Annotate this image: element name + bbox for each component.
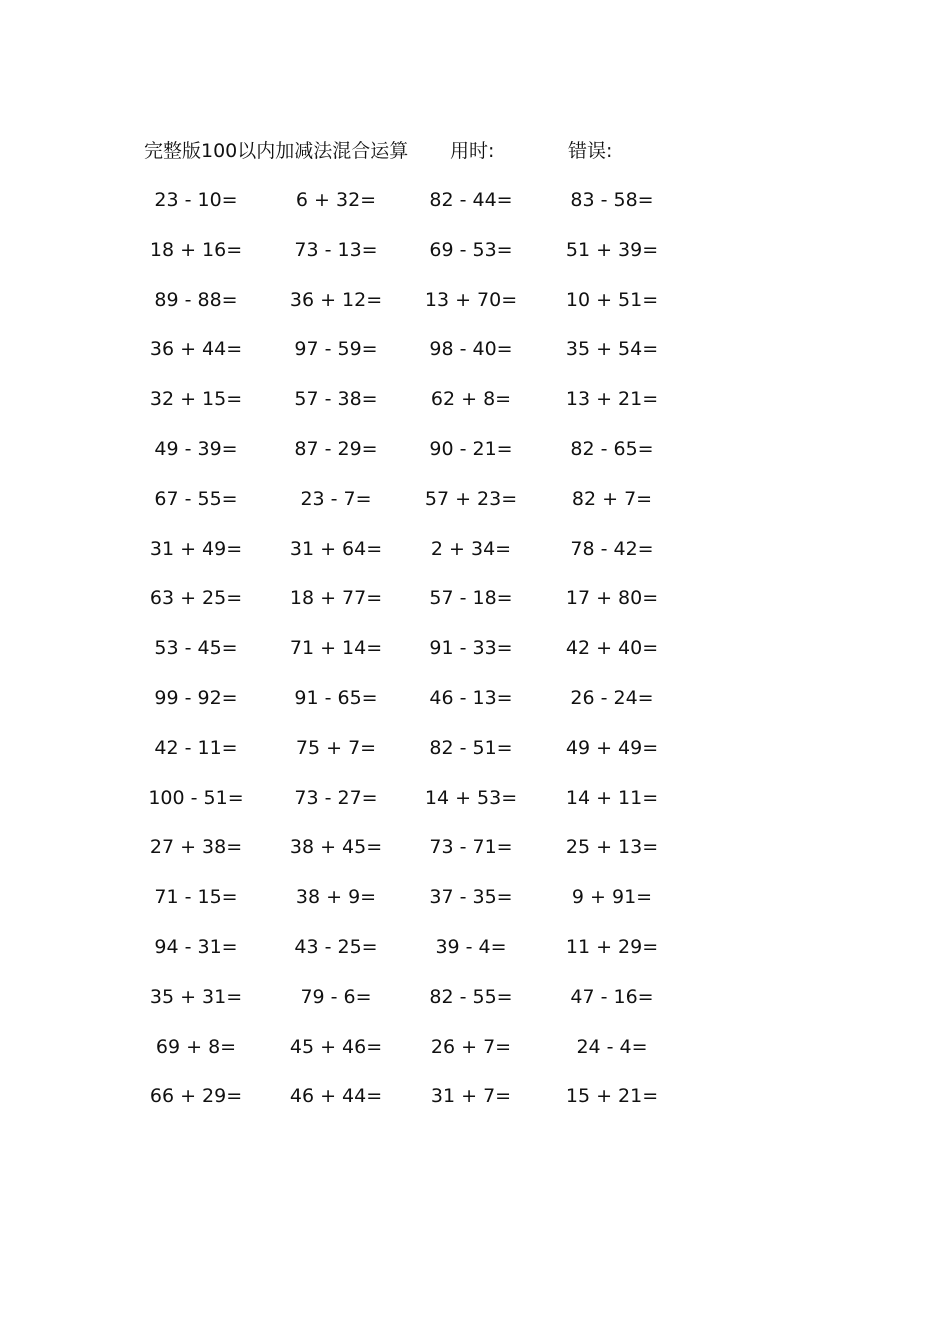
- math-problem: 94 - 31=: [154, 935, 238, 958]
- math-problem: 10 + 51=: [565, 288, 659, 311]
- problem-row: [0, 981, 950, 1031]
- time-label: 用时:: [450, 140, 495, 162]
- math-problem: 69 + 8=: [155, 1035, 237, 1058]
- math-problem: 18 + 16=: [149, 238, 243, 261]
- problem-row: [0, 732, 950, 782]
- math-problem: 71 - 15=: [154, 886, 238, 909]
- math-problem: 13 + 21=: [565, 388, 659, 411]
- math-problem: 91 - 65=: [294, 686, 378, 709]
- math-problem: 89 - 88=: [154, 288, 238, 311]
- math-problem: 31 + 64=: [289, 537, 383, 560]
- math-problem: 99 - 92=: [154, 686, 238, 709]
- errors-label: 错误:: [568, 140, 613, 162]
- math-problem: 15 + 21=: [565, 1085, 659, 1108]
- math-problem: 78 - 42=: [570, 537, 654, 560]
- problem-row: [0, 632, 950, 682]
- math-problem: 14 + 53=: [424, 786, 518, 809]
- math-problem: 73 - 71=: [429, 836, 513, 859]
- math-problem: 66 + 29=: [149, 1085, 243, 1108]
- math-problem: 35 + 54=: [565, 338, 659, 361]
- problem-row: [0, 333, 950, 383]
- math-problem: 45 + 46=: [289, 1035, 383, 1058]
- math-problem: 38 + 9=: [295, 886, 377, 909]
- problem-row: [0, 881, 950, 931]
- math-problem: 27 + 38=: [149, 836, 243, 859]
- problem-row: [0, 533, 950, 583]
- math-problem: 39 - 4=: [435, 935, 507, 958]
- problem-row: [0, 1031, 950, 1081]
- math-problem: 49 + 49=: [565, 736, 659, 759]
- math-problem: 23 - 7=: [300, 487, 372, 510]
- math-problem: 63 + 25=: [149, 587, 243, 610]
- problem-row: [0, 483, 950, 533]
- math-problem: 37 - 35=: [429, 886, 513, 909]
- math-problem: 2 + 34=: [430, 537, 512, 560]
- problem-row: [0, 284, 950, 334]
- problem-row: [0, 433, 950, 483]
- math-problem: 82 + 7=: [571, 487, 653, 510]
- problem-row: [0, 1080, 950, 1130]
- math-problem: 26 + 7=: [430, 1035, 512, 1058]
- math-problem: 26 - 24=: [570, 686, 654, 709]
- math-problem: 42 + 40=: [565, 637, 659, 660]
- math-problem: 53 - 45=: [154, 637, 238, 660]
- math-problem: 57 + 23=: [424, 487, 518, 510]
- math-problem: 35 + 31=: [149, 985, 243, 1008]
- math-problem: 31 + 7=: [430, 1085, 512, 1108]
- problem-row: [0, 184, 950, 234]
- math-problem: 25 + 13=: [565, 836, 659, 859]
- math-problem: 97 - 59=: [294, 338, 378, 361]
- math-problem: 87 - 29=: [294, 437, 378, 460]
- math-problem: 14 + 11=: [565, 786, 659, 809]
- problem-row: [0, 931, 950, 981]
- problem-row: [0, 782, 950, 832]
- worksheet-header: [144, 136, 704, 166]
- problem-grid: [0, 184, 950, 1130]
- math-problem: 82 - 65=: [570, 437, 654, 460]
- math-problem: 32 + 15=: [149, 388, 243, 411]
- math-problem: 79 - 6=: [300, 985, 372, 1008]
- math-problem: 73 - 13=: [294, 238, 378, 261]
- math-problem: 38 + 45=: [289, 836, 383, 859]
- math-problem: 82 - 44=: [429, 189, 513, 211]
- problem-row: [0, 383, 950, 433]
- math-problem: 82 - 55=: [429, 985, 513, 1008]
- problem-row: [0, 682, 950, 732]
- math-problem: 57 - 38=: [294, 388, 378, 411]
- math-problem: 67 - 55=: [154, 487, 238, 510]
- worksheet-title: 完整版100以内加减法混合运算: [144, 140, 409, 162]
- math-problem: 11 + 29=: [565, 935, 659, 958]
- math-problem: 75 + 7=: [295, 736, 377, 759]
- math-problem: 36 + 44=: [149, 338, 243, 361]
- math-problem: 98 - 40=: [429, 338, 513, 361]
- problem-row: [0, 831, 950, 881]
- math-problem: 57 - 18=: [429, 587, 513, 610]
- math-problem: 36 + 12=: [289, 288, 383, 311]
- math-problem: 18 + 77=: [289, 587, 383, 610]
- math-problem: 13 + 70=: [424, 288, 518, 311]
- math-problem: 73 - 27=: [294, 786, 378, 809]
- math-problem: 83 - 58=: [570, 189, 654, 211]
- math-problem: 23 - 10=: [154, 189, 238, 211]
- math-problem: 46 + 44=: [289, 1085, 383, 1108]
- math-problem: 9 + 91=: [571, 886, 653, 909]
- math-problem: 90 - 21=: [429, 437, 513, 460]
- math-problem: 31 + 49=: [149, 537, 243, 560]
- math-problem: 82 - 51=: [429, 736, 513, 759]
- math-problem: 42 - 11=: [154, 736, 238, 759]
- math-problem: 47 - 16=: [570, 985, 654, 1008]
- problem-row: [0, 582, 950, 632]
- math-problem: 6 + 32=: [295, 189, 377, 211]
- math-problem: 17 + 80=: [565, 587, 659, 610]
- math-problem: 91 - 33=: [429, 637, 513, 660]
- math-problem: 69 - 53=: [429, 238, 513, 261]
- math-problem: 62 + 8=: [430, 388, 512, 411]
- math-problem: 51 + 39=: [565, 238, 659, 261]
- math-problem: 49 - 39=: [154, 437, 238, 460]
- math-problem: 46 - 13=: [429, 686, 513, 709]
- math-problem: 100 - 51=: [148, 786, 244, 809]
- math-problem: 24 - 4=: [576, 1035, 648, 1058]
- math-problem: 43 - 25=: [294, 935, 378, 958]
- math-problem: 71 + 14=: [289, 637, 383, 660]
- problem-row: [0, 234, 950, 284]
